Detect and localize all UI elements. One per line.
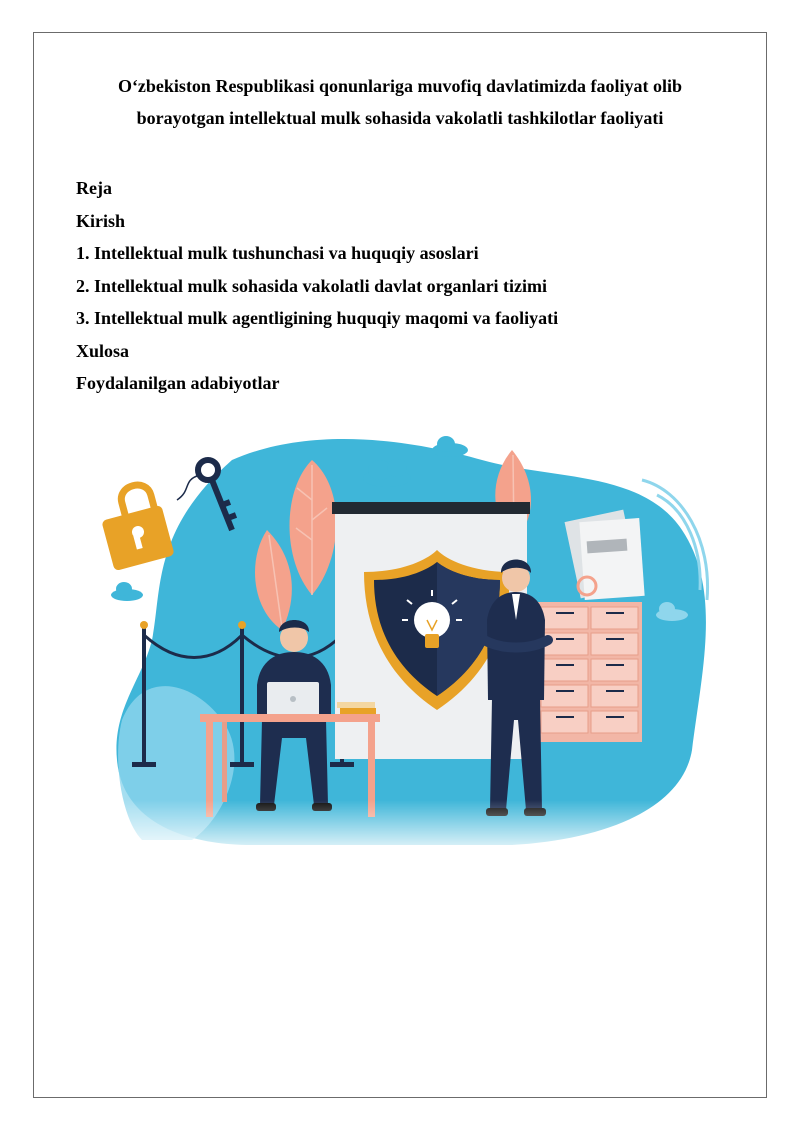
ip-protection-illustration: [82, 420, 722, 852]
plan-heading: Reja: [76, 178, 112, 198]
filing-cabinet: [537, 602, 642, 742]
title-line-1: O‘zbekiston Respublikasi qonunlariga muvofiq davlatimizda faoliyat olib: [117, 76, 683, 96]
cloud-icon: [111, 582, 143, 601]
title-line-2: borayotgan intellektual mulk sohasida vakolatli tashkilotlar faoliyati: [136, 108, 664, 128]
books-stack: [337, 702, 376, 714]
plan-item-3: 3. Intellektual mulk agentligining huquqiy maqomi va faoliyati: [76, 308, 559, 328]
padlock-icon: [101, 482, 174, 571]
plan-item-2: 2. Intellektual mulk sohasida vakolatli davlat organlari tizimi: [76, 275, 548, 296]
laptop-icon: [260, 682, 326, 718]
cloud-icon: [432, 436, 468, 457]
plan-item-introduction: Kirish: [76, 210, 126, 231]
documents-icon: [565, 510, 645, 600]
plan-item-1: 1. Intellektual mulk tushunchasi va huquqiy asoslari: [76, 243, 479, 263]
document-title: [60, 70, 740, 134]
plan-item-references: Foydalanilgan adabiyotlar: [76, 373, 280, 393]
plan-list: [76, 172, 756, 400]
plan-item-conclusion: Xulosa: [76, 340, 130, 361]
